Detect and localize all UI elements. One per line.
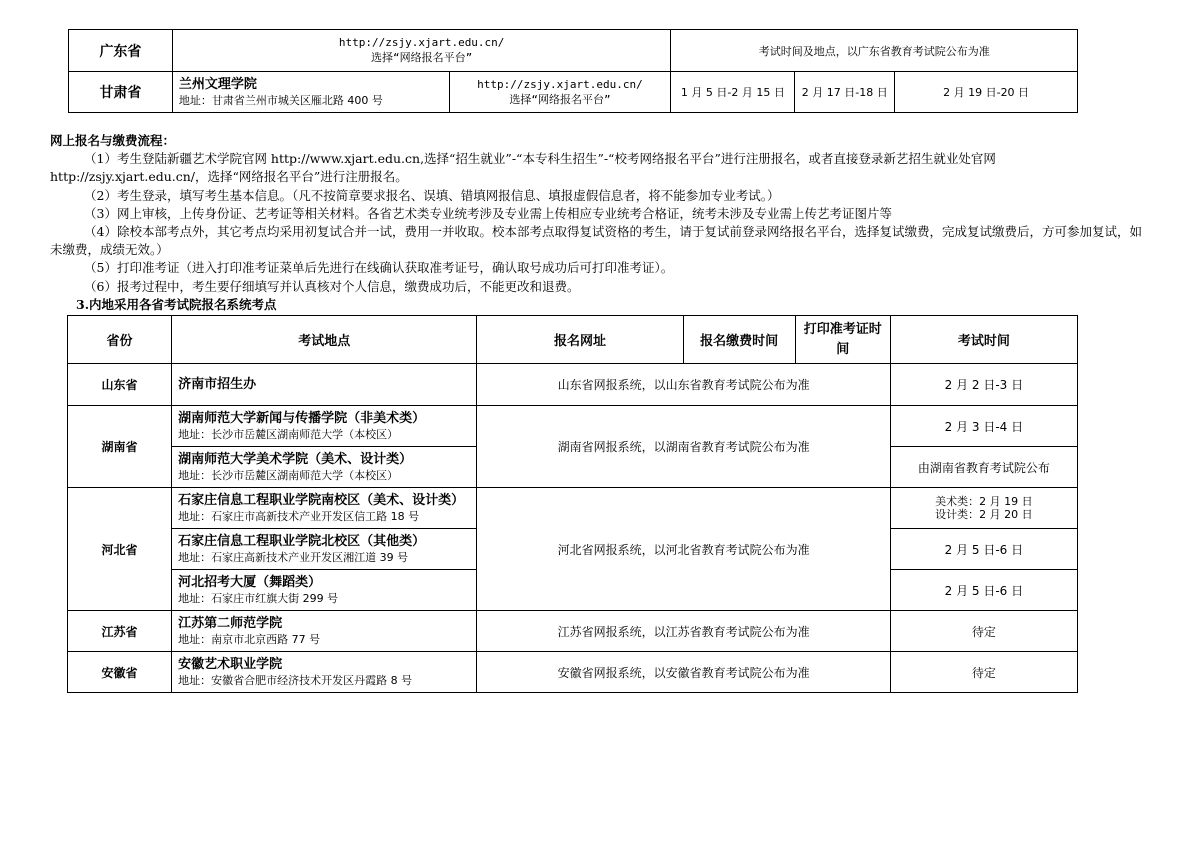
table-row — [68, 364, 1078, 406]
process-step: （4）除校本部考点外，其它考点均采用初复试合并一试，费用一并收取。校本部考点取得复试资格的考生，请于复试前登录网络报名平台，选择复试缴费，完成复试缴费后，方可参加复试，如未缴费，成绩无效。） — [50, 224, 1142, 258]
site-name: 兰州文理学院 — [178, 77, 257, 92]
site-name: 湖南师范大学美术学院（美术、设计类） — [178, 452, 413, 467]
exam-time-cell: 由湖南省教育考试院公布 — [890, 447, 1077, 488]
exam-site-cell — [172, 406, 477, 447]
site-address: 地址：石家庄市高新技术产业开发区信工路 18 号 — [178, 510, 420, 523]
province-cell: 河北省 — [68, 488, 172, 611]
site-name: 安徽艺术职业学院 — [178, 657, 283, 672]
pay-time-cell: 1 月 5 日-2 月 15 日 — [671, 72, 795, 113]
signup-url: http://zsjy.xjart.edu.cn/ — [477, 77, 643, 91]
site-address: 地址：长沙市岳麓区湖南师范大学（本校区） — [178, 469, 399, 482]
province-cell: 安徽省 — [68, 652, 172, 693]
system-cell: 安徽省网报系统，以安徽省教育考试院公布为准 — [477, 652, 890, 693]
process-step: （2）考生登录，填写考生基本信息。（凡不按简章要求报名、误填、错填网报信息、填报虚假信息者，将不能参加专业考试。） — [84, 187, 780, 203]
province-exam-table — [67, 315, 1078, 693]
platform-hint: 选择“网络报名平台” — [509, 92, 611, 106]
system-cell: 山东省网报系统，以山东省教育考试院公布为准 — [477, 364, 890, 406]
header-exam-time: 考试时间 — [890, 316, 1077, 364]
header-url: 报名网址 — [477, 316, 683, 364]
exam-time-cell: 2 月 5 日-6 日 — [890, 529, 1077, 570]
header-pay-time: 报名缴费时间 — [683, 316, 795, 364]
province-cell: 江苏省 — [68, 611, 172, 652]
province-cell: 广东省 — [69, 30, 173, 72]
site-address: 地址：甘肃省兰州市城关区雁北路 400 号 — [178, 94, 383, 107]
site-address: 地址：南京市北京西路 77 号 — [178, 633, 321, 646]
exam-time-cell: 2 月 2 日-3 日 — [890, 364, 1077, 406]
exam-time-art: 美术类：2 月 19 日 — [935, 495, 1033, 508]
site-name: 河北招考大厦（舞蹈类） — [178, 575, 322, 590]
header-site: 考试地点 — [172, 316, 477, 364]
signup-process — [50, 132, 1150, 314]
site-address: 地址：长沙市岳麓区湖南师范大学（本校区） — [178, 428, 399, 441]
exam-time-design: 设计类：2 月 20 日 — [935, 508, 1033, 521]
table-row — [69, 30, 1078, 72]
signup-url: http://zsjy.xjart.edu.cn/ — [338, 36, 505, 49]
section-title: 3.内地采用各省考试院报名系统考点 — [76, 296, 277, 312]
exam-site-cell — [172, 570, 477, 611]
exam-time-cell: 2 月 5 日-6 日 — [890, 570, 1077, 611]
table-row — [68, 652, 1078, 693]
system-cell: 江苏省网报系统，以江苏省教育考试院公布为准 — [477, 611, 890, 652]
exam-site-cell — [172, 529, 477, 570]
site-name: 石家庄信息工程职业学院南校区（美术、设计类） — [178, 493, 465, 508]
exam-time-cell — [890, 488, 1077, 529]
system-cell: 河北省网报系统，以河北省教育考试院公布为准 — [477, 488, 890, 611]
exam-site-cell — [172, 488, 477, 529]
table-row — [69, 72, 1078, 113]
print-time-cell: 2 月 17 日-18 日 — [795, 72, 895, 113]
table-header-row — [68, 316, 1078, 364]
exam-site-cell — [172, 447, 477, 488]
site-address: 地址：石家庄市红旗大街 299 号 — [178, 592, 339, 605]
process-step: （5）打印准考证（进入打印准考证菜单后先进行在线确认获取准考证号，确认取号成功后可打印准考证）。 — [84, 260, 674, 276]
province-cell: 山东省 — [68, 364, 172, 406]
site-name: 济南市招生办 — [178, 377, 257, 392]
exam-site-cell — [172, 72, 449, 113]
site-address: 地址：石家庄高新技术产业开发区湘江道 39 号 — [178, 551, 409, 564]
site-name: 江苏第二师范学院 — [178, 616, 283, 631]
site-address: 地址：安徽省合肥市经济技术开发区丹霞路 8 号 — [178, 674, 413, 687]
exam-time-cell: 待定 — [890, 611, 1077, 652]
site-name: 湖南师范大学新闻与传播学院（非美术类） — [178, 411, 426, 426]
site-name: 石家庄信息工程职业学院北校区（其他类） — [178, 534, 426, 549]
table-row — [68, 611, 1078, 652]
process-step: （6）报考过程中，考生要仔细填写并认真核对个人信息，缴费成功后，不能更改和退费。 — [84, 278, 580, 294]
exam-site-cell — [172, 611, 477, 652]
table-row — [68, 488, 1078, 529]
exam-time-cell: 2 月 19 日-20 日 — [895, 72, 1078, 113]
exam-time-cell: 待定 — [890, 652, 1077, 693]
table-row — [68, 406, 1078, 447]
top-exam-table — [68, 29, 1078, 113]
signup-url-cell — [172, 30, 671, 72]
exam-note-cell: 考试时间及地点，以广东省教育考试院公布为准 — [671, 30, 1078, 72]
process-step: （3）网上审核，上传身份证、艺考证等相关材料。各省艺术类专业统考涉及专业需上传相应专业统考合格证，统考未涉及专业需上传艺考证图片等 — [84, 205, 892, 221]
process-title: 网上报名与缴费流程： — [50, 133, 176, 148]
exam-site-cell — [172, 652, 477, 693]
header-print-time: 打印准考证时间 — [795, 316, 890, 364]
platform-hint: 选择“网络报名平台” — [371, 51, 473, 64]
signup-url-cell — [449, 72, 671, 113]
header-province: 省份 — [68, 316, 172, 364]
province-cell: 甘肃省 — [69, 72, 173, 113]
system-cell: 湖南省网报系统，以湖南省教育考试院公布为准 — [477, 406, 890, 488]
exam-time-cell: 2 月 3 日-4 日 — [890, 406, 1077, 447]
process-step: （1）考生登陆新疆艺术学院官网 http://www.xjart.edu.cn,选择“招生就业”-“本专科生招生”-“校考网络报名平台”进行注册报名，或者直接登录新艺招生就业处官网 http://zsjy.xjart.edu.cn/，选择“网络报名平台”进行注册报名。 — [50, 151, 996, 185]
exam-site-cell — [172, 364, 477, 406]
province-cell: 湖南省 — [68, 406, 172, 488]
